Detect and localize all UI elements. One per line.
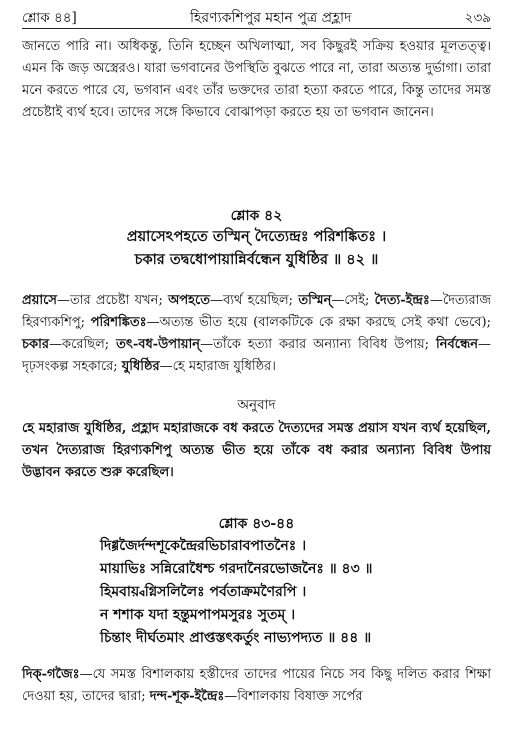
verse-42-text [0,225,513,271]
page-header [22,6,491,29]
verse-line: চিন্তাং দীর্ঘতমাং প্রাপ্তস্তৎকর্তুং নাভ্যপদ্যত ॥ ৪৪ ॥ [100,630,372,646]
verse-43-44-heading: শ্লোক ৪৩-৪৪ [218,516,295,532]
synonym-meaning: —দৃঢ়সংকল্প সহকারে; [22,337,491,374]
verse-line: মায়াভিঃ সন্নিরোধৈশ্চ গরদানৈরভোজনৈঃ ॥ ৪৩ ॥ [100,561,373,577]
synonyms-paragraph [22,664,491,708]
synonym-meaning: —অত্যন্ত ভীত হয়ে (বালকটিকে কে রক্ষা করছে সেই কথা ভেবে); [146,315,491,330]
synonym-word: প্রয়াসে [22,293,57,308]
verse-42-heading: শ্লোক ৪২ [230,208,283,224]
synonym-meaning: —তার প্রচেষ্টা যখন; [56,293,169,308]
synonym-meaning: —দৈত্যরাজ হিরণ্যকশিপু; [22,293,491,330]
verse-line: হিমবায়্বগ্নিসলিলৈঃ পর্বতাক্রমণৈরপি । [100,584,307,600]
synonym-word: দন্দ-শূক-ইন্দ্রৈঃ [149,689,225,704]
verse-line: প্রয়াসেঽপহতে তস্মিন্ দৈত্যেন্দ্রঃ পরিশঙ্কিতঃ । [126,228,387,245]
verse-line: ন শশাক যদা হন্তুমপাপমসুরঃ সুতম্ । [100,607,296,623]
synonym-word: দৈত্য-ইন্দ্রঃ [374,293,430,308]
verse-line: চকার তদ্বধোপায়ান্নির্বন্ধেন যুধিষ্ঠির ॥ ৪২ ॥ [134,251,379,268]
purport-continuation [22,36,491,124]
verse-43-44-synonyms [22,664,491,708]
synonym-word: তস্মিন্ [298,293,332,308]
translation-paragraph: হে মহারাজ যুধিষ্ঠির, প্রহ্লাদ মহারাজকে বধ করতে দৈত্যদের সমস্ত প্রয়াস যখন ব্যর্থ হয়েছিল, তখন দৈত্যরাজ হিরণ্যকশিপু অত্যন্ত ভীত হয়ে তাঁকে বধ করার অন্যান্য বিবিধ উপায় উদ্ভাবন করতে শুরু করেছিল। [22,421,491,480]
synonym-meaning: —সেই; [331,293,375,308]
synonym-word: চকার [22,337,50,352]
synonym-meaning: —বিশালকায় বিষাক্ত সর্পের [224,689,363,704]
verse-line: দিগ্গজৈর্দন্দশূকেন্দ্রৈরভিচারাবপাতনৈঃ । [100,538,307,554]
synonym-word: তৎ-বধ-উপায়ান্ [116,337,201,352]
translation-heading: অনুবাদ [237,397,276,413]
synonym-meaning: —তাঁকে হত্যা করার অন্যান্য বিবিধ উপায়; [200,337,436,352]
header-title: হিরণ্যকশিপুর মহান পুত্র প্রহ্লাদ [190,10,352,26]
synonym-word: পরিশঙ্কিতঃ [90,315,147,330]
verse-42-synonyms [22,290,491,378]
header-page-number: ২৩৯ [464,10,491,26]
verse-42-translation [22,418,491,484]
synonym-word: দিক্-গজৈঃ [22,667,80,682]
synonym-meaning: —করেছিল; [49,337,117,352]
synonym-meaning: —হে মহারাজ যুধিষ্ঠির। [159,359,276,374]
synonym-meaning: —ব্যর্থ হয়েছিল; [210,293,299,308]
synonyms-paragraph [22,290,491,378]
synonym-word: যুধিষ্ঠির [121,359,160,374]
verse-43-44-text [100,535,473,650]
purport-paragraph: জানতে পারি না। অধিকন্তু, তিনি হচ্ছেন অখিলাত্মা, সব কিছুরই সক্রিয় হওয়ার মূলতত্ত্ব। এমন কি জড় অস্ত্রেরও। যারা ভগবানের উপস্থিতি বুঝতে পারে না, তারা অত্যন্ত দুর্ভাগা। তারা মনে করতে পারে যে, ভগবান এবং তাঁর ভক্তদের তারা হত্যা করতে পারে, কিন্তু তাদের সমস্ত প্রচেষ্টাই ব্যর্থ হবে। তাদের সঙ্গে কিভাবে বোঝাপড়া করতে হয় তা ভগবান জানেন। [22,39,491,120]
synonym-word: নির্বন্ধেন [436,337,478,352]
header-verse-ref: শ্লোক ৪৪] [22,10,77,26]
synonym-word: অপহতে [168,293,210,308]
synonym-meaning: —যে সমস্ত বিশালকায় হস্তীদের তাদের পায়ের নিচে সব কিছু দলিত করার শিক্ষা দেওয়া হয়, তাদের দ্বারা; [22,667,491,704]
